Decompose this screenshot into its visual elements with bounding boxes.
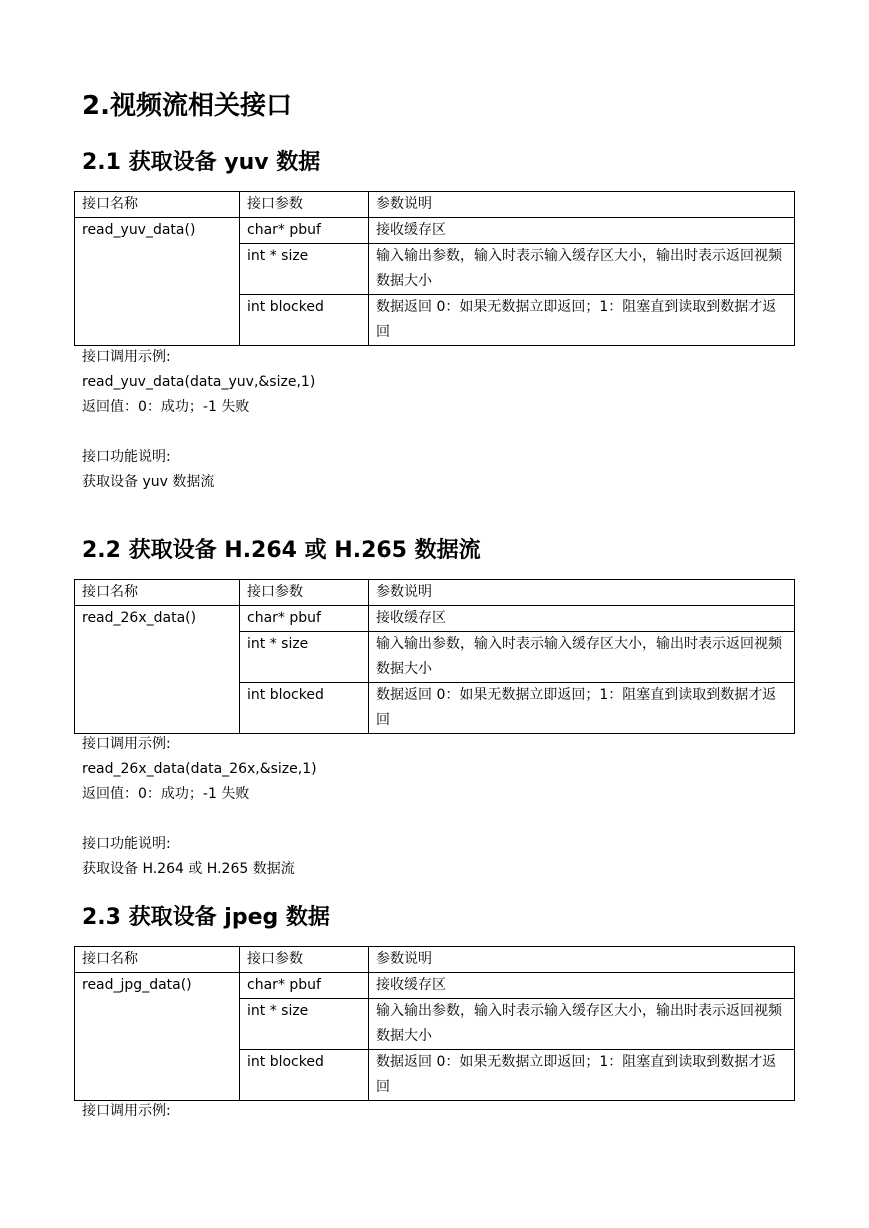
table-header-row bbox=[75, 192, 795, 218]
example-label: 接口调用示例: bbox=[82, 1103, 171, 1119]
example-code: read_26x_data(data_26x,&size,1) bbox=[82, 761, 317, 777]
function-desc-label: 接口功能说明: bbox=[82, 836, 171, 852]
api-table bbox=[74, 191, 795, 346]
param-name: int * size bbox=[240, 244, 369, 295]
header-desc: 参数说明 bbox=[369, 192, 795, 218]
param-name: char* pbuf bbox=[240, 218, 369, 244]
param-desc: 接收缓存区 bbox=[369, 606, 795, 632]
param-desc: 数据返回 0：如果无数据立即返回；1：阻塞直到读取到数据才返回 bbox=[369, 683, 795, 734]
function-name: read_yuv_data() bbox=[75, 218, 240, 346]
table-row bbox=[75, 606, 795, 632]
param-desc: 数据返回 0：如果无数据立即返回；1：阻塞直到读取到数据才返回 bbox=[369, 295, 795, 346]
header-params: 接口参数 bbox=[240, 580, 369, 606]
example-code: read_yuv_data(data_yuv,&size,1) bbox=[82, 374, 316, 390]
param-desc: 接收缓存区 bbox=[369, 973, 795, 999]
header-name: 接口名称 bbox=[75, 192, 240, 218]
function-desc: 获取设备 H.264 或 H.265 数据流 bbox=[82, 861, 295, 877]
param-desc: 输入输出参数，输入时表示输入缓存区大小，输出时表示返回视频数据大小 bbox=[369, 244, 795, 295]
section-title: 2.2 获取设备 H.264 或 H.265 数据流 bbox=[82, 538, 481, 563]
table-header-row bbox=[75, 580, 795, 606]
param-desc: 输入输出参数，输入时表示输入缓存区大小，输出时表示返回视频数据大小 bbox=[369, 999, 795, 1050]
header-desc: 参数说明 bbox=[369, 947, 795, 973]
function-name: read_26x_data() bbox=[75, 606, 240, 734]
function-desc: 获取设备 yuv 数据流 bbox=[82, 474, 215, 490]
param-desc: 接收缓存区 bbox=[369, 218, 795, 244]
example-label: 接口调用示例: bbox=[82, 349, 171, 365]
param-name: char* pbuf bbox=[240, 606, 369, 632]
header-params: 接口参数 bbox=[240, 192, 369, 218]
chapter-title: 2.视频流相关接口 bbox=[82, 91, 292, 121]
param-name: int * size bbox=[240, 999, 369, 1050]
table-row bbox=[75, 973, 795, 999]
function-name: read_jpg_data() bbox=[75, 973, 240, 1101]
param-desc: 输入输出参数，输入时表示输入缓存区大小，输出时表示返回视频数据大小 bbox=[369, 632, 795, 683]
header-name: 接口名称 bbox=[75, 947, 240, 973]
api-table bbox=[74, 946, 795, 1101]
section-title: 2.1 获取设备 yuv 数据 bbox=[82, 150, 321, 175]
example-label: 接口调用示例: bbox=[82, 736, 171, 752]
header-desc: 参数说明 bbox=[369, 580, 795, 606]
param-name: int blocked bbox=[240, 683, 369, 734]
return-value: 返回值：0：成功；-1 失败 bbox=[82, 786, 250, 802]
return-value: 返回值：0：成功；-1 失败 bbox=[82, 399, 250, 415]
header-name: 接口名称 bbox=[75, 580, 240, 606]
section-title: 2.3 获取设备 jpeg 数据 bbox=[82, 905, 330, 930]
param-name: char* pbuf bbox=[240, 973, 369, 999]
param-name: int blocked bbox=[240, 295, 369, 346]
table-row bbox=[75, 218, 795, 244]
function-desc-label: 接口功能说明: bbox=[82, 449, 171, 465]
param-name: int * size bbox=[240, 632, 369, 683]
param-name: int blocked bbox=[240, 1050, 369, 1101]
param-desc: 数据返回 0：如果无数据立即返回；1：阻塞直到读取到数据才返回 bbox=[369, 1050, 795, 1101]
api-table bbox=[74, 579, 795, 734]
table-header-row bbox=[75, 947, 795, 973]
header-params: 接口参数 bbox=[240, 947, 369, 973]
